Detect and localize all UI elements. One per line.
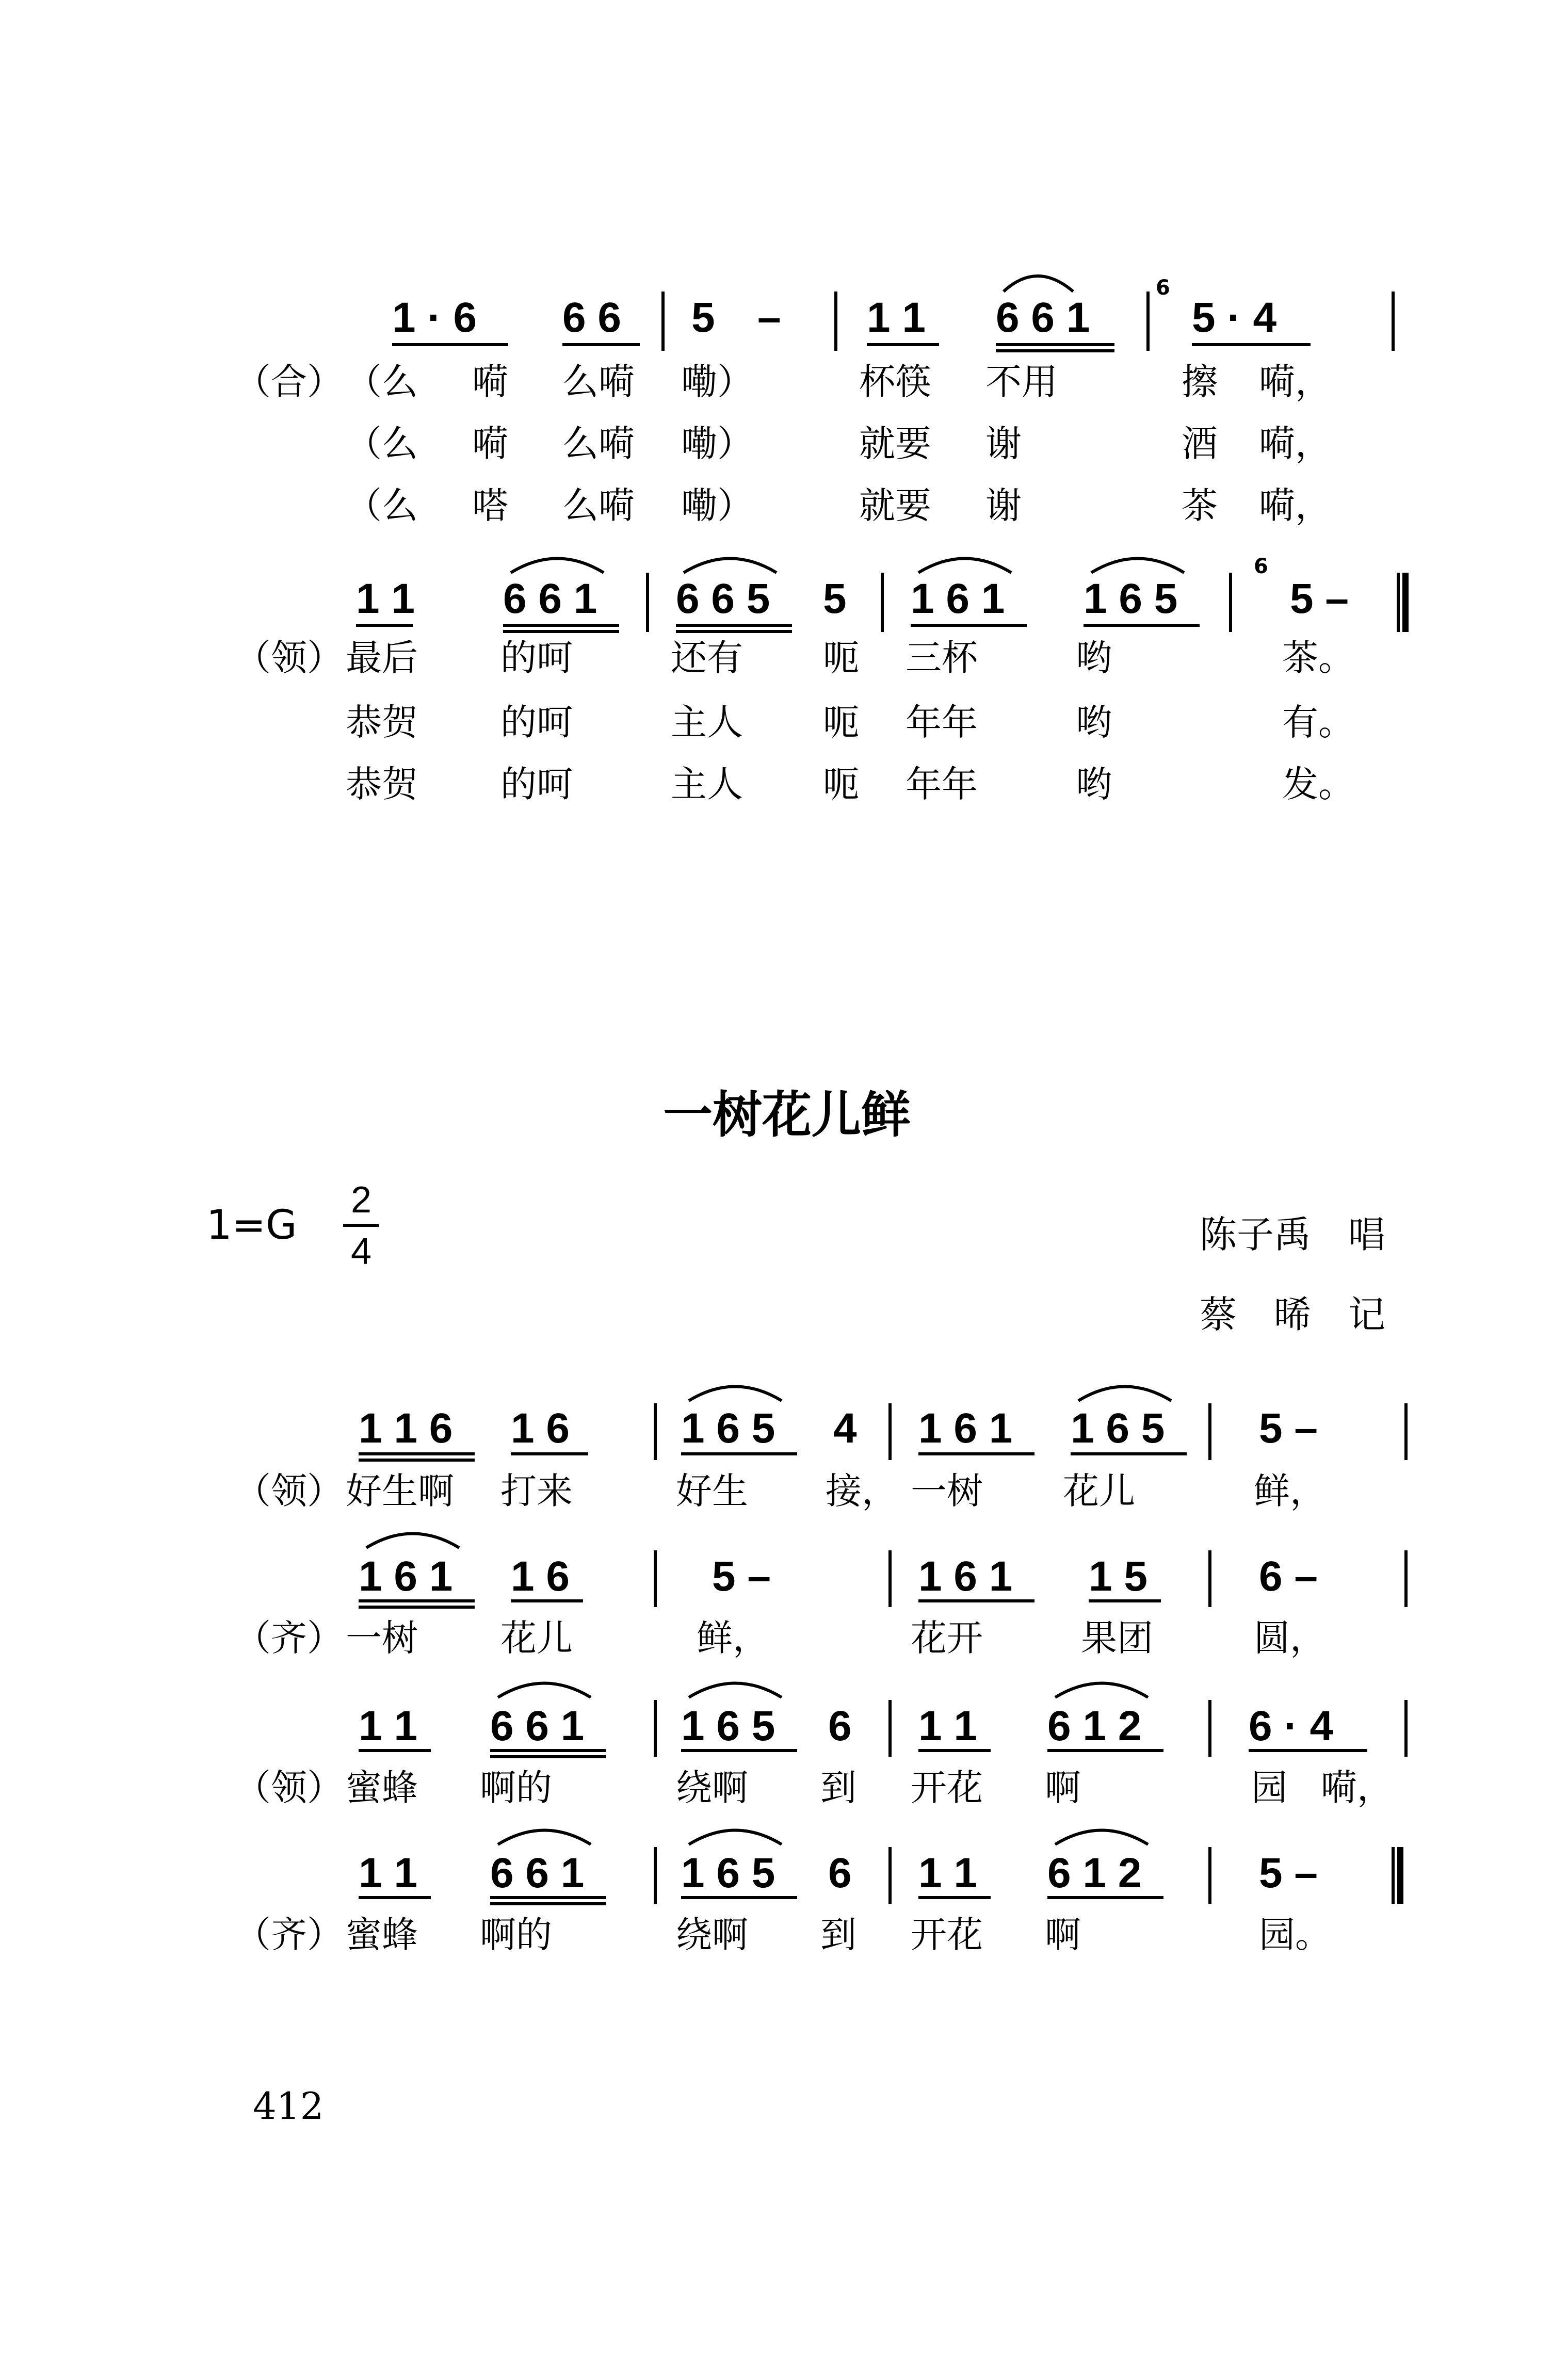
- lyric-word: 嗬: [472, 361, 508, 403]
- lyric-word: 的呵: [500, 763, 573, 805]
- lyric-word: 么嗬: [562, 423, 635, 465]
- lyric-word: 擦: [1182, 361, 1218, 403]
- lyric-word: 就要: [859, 423, 931, 465]
- note-group: 1 6 5: [681, 1850, 775, 1897]
- note-group: 5: [823, 575, 847, 622]
- lyric-word: 好生啊: [346, 1470, 454, 1512]
- note-group: 1 6 5: [1071, 1405, 1165, 1452]
- lyric-word: 发。: [1282, 763, 1354, 805]
- lyric-word: 年年: [906, 763, 978, 805]
- lyric-word: 好生: [676, 1470, 748, 1512]
- note-group: 6 6: [562, 294, 621, 341]
- lyric-word: 三杯: [906, 637, 978, 679]
- note-group: 1 1: [359, 1703, 417, 1750]
- lyric-word: 鲜，: [697, 1617, 769, 1659]
- lyric-word: 的呵: [500, 701, 573, 743]
- slur: [498, 1831, 591, 1845]
- note-group: 1 5: [1089, 1553, 1147, 1600]
- lyric-word: 打来: [500, 1470, 573, 1512]
- note-group: 1 · 6: [392, 294, 477, 341]
- lyric-word: （么: [346, 484, 418, 527]
- slur: [1078, 1387, 1171, 1401]
- lyric-word: 开花: [911, 1767, 983, 1809]
- lyric-word: 杯筷: [859, 361, 931, 403]
- lyric-word: 么嗬: [562, 361, 635, 403]
- note-group: 1 6 1: [359, 1553, 453, 1600]
- lyric-word: 一树: [911, 1470, 983, 1512]
- note-group: 5 –: [1290, 575, 1349, 622]
- grace-note: 6: [1156, 276, 1170, 300]
- lyric-word: 一树: [346, 1617, 418, 1659]
- lyric-word: 啊: [1045, 1914, 1081, 1956]
- note-group: 1 6: [511, 1553, 570, 1600]
- lyric-word: 花儿: [500, 1617, 573, 1659]
- slur: [689, 1683, 782, 1698]
- part-label: （领）: [235, 1470, 343, 1512]
- part-label: （合）: [235, 361, 343, 403]
- note-group: 6 6 1: [490, 1703, 585, 1750]
- note-group: 1 1: [918, 1703, 977, 1750]
- part-label: （齐）: [235, 1617, 343, 1659]
- lyric-word: 蜜蜂: [346, 1914, 418, 1956]
- lyric-word: 嗬，: [1259, 484, 1331, 527]
- lyric-word: 哟: [1076, 637, 1112, 679]
- lyric-word: 嗬，: [1259, 361, 1331, 403]
- lyric-word: 嗬，: [1259, 423, 1331, 465]
- lyric-word: 嘞）: [681, 361, 753, 403]
- lyric-word: 主人: [671, 763, 743, 805]
- note-group: 1 1 6: [359, 1405, 453, 1452]
- note-group: 1 6 5: [681, 1703, 775, 1750]
- slur: [1004, 276, 1073, 291]
- lyric-word: 嗬，: [1321, 1767, 1393, 1809]
- lyric-word: 恭贺: [346, 701, 418, 743]
- slur: [1091, 559, 1184, 573]
- note-group: 6 6 5: [676, 575, 770, 622]
- lyric-word: 蜜蜂: [346, 1767, 418, 1809]
- note-group: 6 1 2: [1047, 1850, 1142, 1897]
- note-group: 5 · 4: [1192, 294, 1277, 341]
- slur: [689, 1387, 782, 1401]
- note-group: 6: [828, 1703, 852, 1750]
- lyric-word: （么: [346, 361, 418, 403]
- slur: [366, 1534, 459, 1548]
- lyric-word: 最后: [346, 637, 418, 679]
- lyric-word: 呃: [823, 763, 859, 805]
- slur: [918, 559, 1011, 573]
- lyric-word: 到: [820, 1767, 856, 1809]
- note-group: 1 6: [511, 1405, 570, 1452]
- note-group: 6 · 4: [1249, 1703, 1334, 1750]
- slur: [684, 559, 777, 573]
- note-group: 6 1 2: [1047, 1703, 1142, 1750]
- lyric-word: 谢: [985, 484, 1022, 527]
- part-label: （齐）: [235, 1914, 343, 1956]
- note-group: 6 –: [1259, 1553, 1318, 1600]
- note-group: 1 1: [867, 294, 926, 341]
- lyric-word: 园: [1251, 1767, 1287, 1809]
- lyric-word: 嘞）: [681, 484, 753, 527]
- lyric-word: 不用: [985, 361, 1058, 403]
- lyric-word: 还有: [671, 637, 743, 679]
- note-dash: –: [757, 294, 781, 341]
- slur: [689, 1831, 782, 1845]
- note-group: 1 6 1: [918, 1553, 1013, 1600]
- lyric-word: 绕啊: [676, 1914, 748, 1956]
- slur: [498, 1683, 591, 1698]
- lyric-word: （么: [346, 423, 418, 465]
- lyric-word: 酒: [1182, 423, 1218, 465]
- lyric-word: 嗒: [472, 484, 508, 527]
- lyric-word: 啊的: [480, 1914, 552, 1956]
- lyric-word: 啊的: [480, 1767, 552, 1809]
- grace-note: 6: [1254, 555, 1268, 578]
- lyric-word: 恭贺: [346, 763, 418, 805]
- note-group: 1 6 1: [918, 1405, 1013, 1452]
- lyric-word: 就要: [859, 484, 931, 527]
- note-group: 6: [828, 1850, 852, 1897]
- lyric-word: 嘞）: [681, 423, 753, 465]
- lyric-word: 鲜，: [1254, 1470, 1326, 1512]
- note-group: 1 6 1: [911, 575, 1005, 622]
- lyric-word: 果团: [1081, 1617, 1153, 1659]
- note-group: 5 –: [712, 1553, 771, 1600]
- lyric-word: 的呵: [500, 637, 573, 679]
- time-signature-bottom: 4: [351, 1231, 372, 1272]
- note-group: 6 6 1: [996, 294, 1090, 341]
- lyric-word: 接，: [826, 1470, 898, 1512]
- note-group: 1 6 5: [1084, 575, 1178, 622]
- time-signature-top: 2: [351, 1179, 372, 1221]
- note-group: 1 1: [918, 1850, 977, 1897]
- note-group: 5 –: [1259, 1405, 1318, 1452]
- note-group: 5: [691, 294, 715, 341]
- slur: [511, 559, 604, 573]
- lyric-word: 到: [820, 1914, 856, 1956]
- note-group: 1 1: [356, 575, 415, 622]
- lyric-word: 绕啊: [676, 1767, 748, 1809]
- note-group: 6 6 1: [503, 575, 597, 622]
- lyric-word: 哟: [1076, 763, 1112, 805]
- lyric-word: 么嗬: [562, 484, 635, 527]
- slur: [1055, 1831, 1148, 1845]
- lyric-word: 呃: [823, 701, 859, 743]
- lyric-word: 嗬: [472, 423, 508, 465]
- singer-credit: 陈子禹 唱: [1200, 1213, 1386, 1256]
- lyric-word: 呃: [823, 637, 859, 679]
- lyric-word: 哟: [1076, 701, 1112, 743]
- lyric-word: 花儿: [1063, 1470, 1135, 1512]
- note-group: 1 1: [359, 1850, 417, 1897]
- lyric-word: 茶: [1182, 484, 1218, 527]
- lyric-word: 啊: [1045, 1767, 1081, 1809]
- slur: [1055, 1683, 1148, 1698]
- part-label: （领）: [235, 637, 343, 679]
- page-number: 412: [253, 2084, 324, 2128]
- song-title: 一树花儿鲜: [663, 1086, 911, 1144]
- note-group: 5 –: [1259, 1850, 1318, 1897]
- note-group: 1 6 5: [681, 1405, 775, 1452]
- lyric-word: 茶。: [1282, 637, 1354, 679]
- lyric-word: 开花: [911, 1914, 983, 1956]
- key-signature: 1=G: [206, 1202, 297, 1249]
- lyric-word: 花开: [911, 1617, 983, 1659]
- lyric-word: 有。: [1282, 701, 1354, 743]
- lyric-word: 谢: [985, 423, 1022, 465]
- lyric-word: 圆，: [1254, 1617, 1326, 1659]
- part-label: （领）: [235, 1767, 343, 1809]
- lyric-word: 园。: [1259, 1914, 1331, 1956]
- lyric-word: 年年: [906, 701, 978, 743]
- note-group: 6 6 1: [490, 1850, 585, 1897]
- recorder-credit: 蔡 晞 记: [1200, 1293, 1386, 1336]
- note-group: 4: [833, 1405, 857, 1452]
- lyric-word: 主人: [671, 701, 743, 743]
